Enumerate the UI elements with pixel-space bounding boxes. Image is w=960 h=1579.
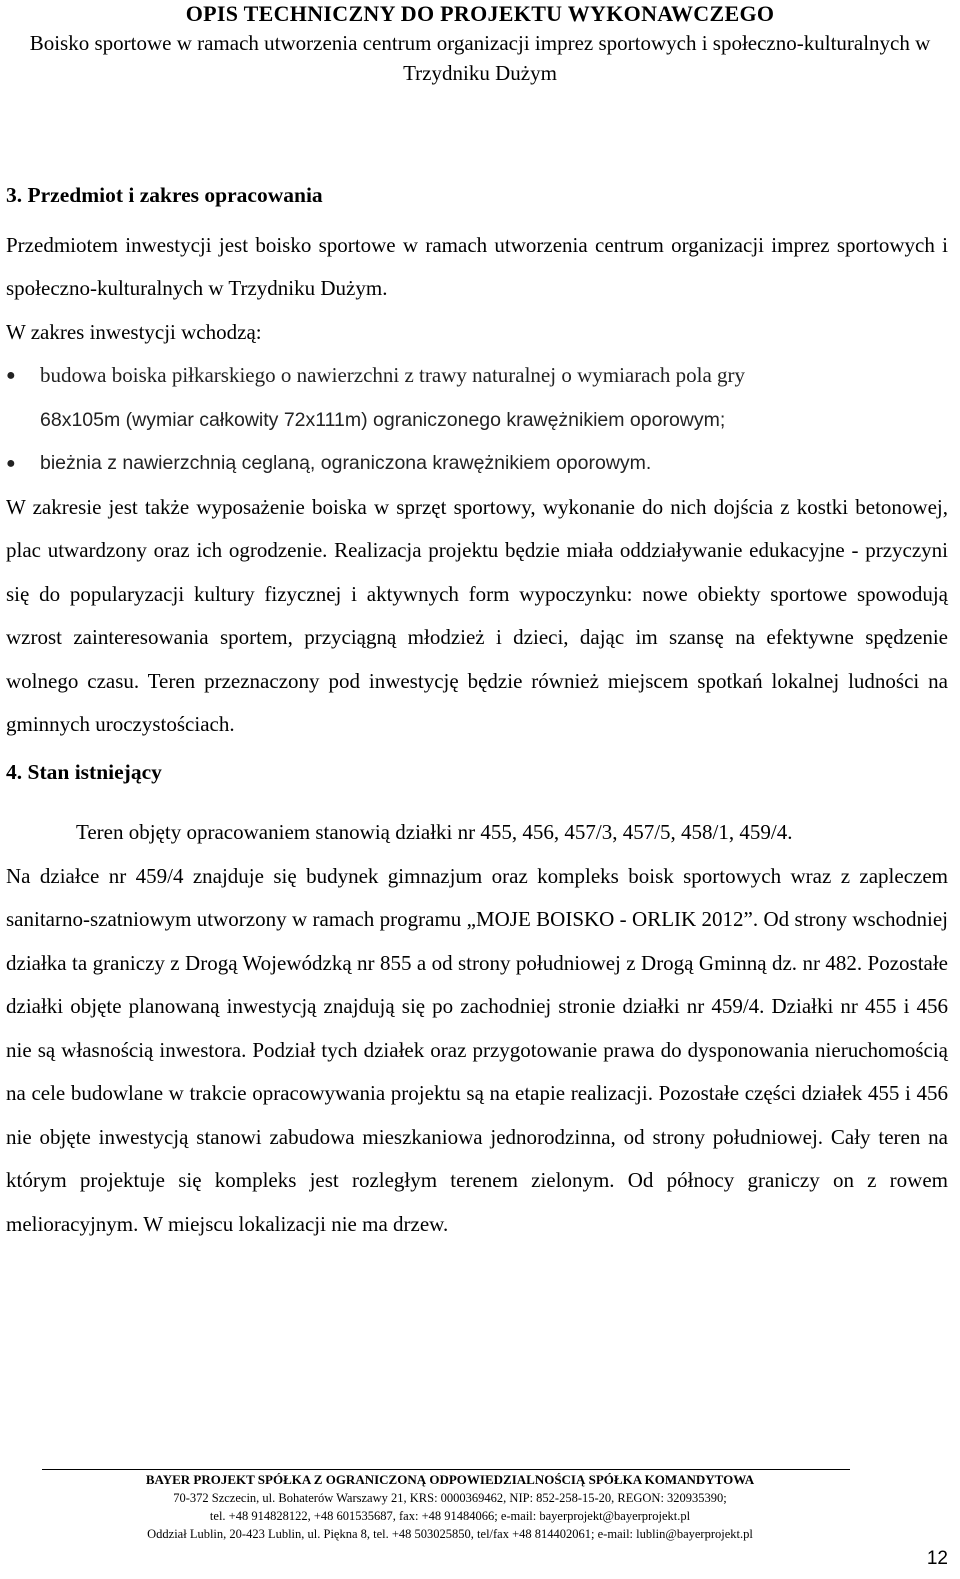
- list-item: [6, 354, 948, 442]
- footer-company: BAYER PROJEKT SPÓŁKA Z OGRANICZONĄ ODPOWIEDZIALNOŚCIĄ SPÓŁKA KOMANDYTOWA: [145, 1472, 755, 1487]
- section-4-paragraph: Na działce nr 459/4 znajduje się budynek gimnazjum oraz kompleks boisk sportowych wraz z zapleczem sanitarno-szatniowym utworzony w ramach programu „MOJE BOISKO - ORLIK 2012”. Od strony wschodniej działka ta graniczy z Drogą Wojewódzką nr 855 a od strony południowej z Drogą Gminną dz. nr 482. Pozostałe działki objęte planowaną inwestycją znajdują się po zachodniej stronie działki nr 459/4. Działki nr 455 i 456 nie są własnością inwestora. Podział tych działek oraz przygotowanie prawa do dysponowania nieruchomością na cele budowlane w trakcie opracowywania projektu są na etapie realizacji. Pozostałe części działek 455 i 456 nie objęte inwestycją stanowi zabudowa mieszkaniowa jednorodzinna, od strony południowej. Cały teren na którym projektuje się kompleks jest rozległym terenem zielonym. Od północy graniczy on z rowem melioracyjnym. W miejscu lokalizacji nie ma drzew.: [6, 863, 948, 1236]
- document-header: [0, 0, 960, 88]
- bullet-icon: ●: [6, 455, 16, 472]
- document-title: OPIS TECHNICZNY DO PROJEKTU WYKONAWCZEGO: [185, 1, 775, 26]
- section-4-first-line: Teren objęty opracowaniem stanowią działki nr 455, 456, 457/3, 457/5, 458/1, 459/4.: [76, 820, 793, 844]
- list-item: [6, 442, 948, 486]
- list-item-text: 68x105m (wymiar całkowity 72x111m) ograniczonego krawężnikiem oporowym;: [40, 408, 726, 431]
- page-number: 12: [926, 1548, 948, 1569]
- list-item-text: bieżnia z nawierzchnią ceglaną, ograniczona krawężnikiem oporowym.: [40, 452, 652, 474]
- scope-lead: W zakres inwestycji wchodzą:: [6, 319, 262, 344]
- document-body: [6, 174, 948, 1246]
- footer-divider: [42, 1469, 850, 1470]
- section-3-paragraph: W zakresie jest także wyposażenie boiska w sprzęt sportowy, wykonanie do nich dojścia z kostki betonowej, plac utwardzony oraz ich ogrodzenie. Realizacja projektu będzie miała oddziaływanie edukacyjne - przyczyni się do popularyzacji kultury fizycznej i aktywnych form wypoczynku: nowe obiekty sportowe spowodują wzrost zainteresowania sportem, przyciągną młodzież i dzieci, dając im szansę na efektywne spędzenie wolnego czasu. Teren przeznaczony pod inwestycję będzie również miejscem spotkań lokalnej ludności na gminnych uroczystościach.: [6, 494, 948, 736]
- bullet-icon: ●: [6, 367, 16, 384]
- footer-contact: tel. +48 914828122, +48 601535687, fax: +48 91484066; e-mail: bayerprojekt@bayerprojekt.pl: [209, 1509, 691, 1523]
- section-4-heading: 4. Stan istniejący: [6, 759, 162, 784]
- scope-list: [6, 354, 948, 486]
- section-3-intro: Przedmiotem inwestycji jest boisko sportowe w ramach utworzenia centrum organizacji imprez sportowych i społeczno-kulturalnych w Trzydniku Dużym.: [6, 232, 948, 300]
- footer-address: 70-372 Szczecin, ul. Bohaterów Warszawy 21, KRS: 0000369462, NIP: 852-258-15-20, REGON: 320935390;: [173, 1491, 727, 1505]
- list-item-text-serif: budowa boiska piłkarskiego o nawierzchni z trawy naturalnej o wymiarach pola gry: [40, 363, 746, 387]
- document-subtitle: Boisko sportowe w ramach utworzenia centrum organizacji imprez sportowych i społeczno-kulturalnych w Trzydniku Dużym: [29, 31, 931, 85]
- footer-branch: Oddział Lublin, 20-423 Lublin, ul. Piękna 8, tel. +48 503025850, tel/fax +48 814402061; e-mail: lublin@bayerprojekt.pl: [147, 1527, 753, 1541]
- section-3-heading: 3. Przedmiot i zakres opracowania: [6, 183, 323, 207]
- footer-text: [0, 1471, 900, 1543]
